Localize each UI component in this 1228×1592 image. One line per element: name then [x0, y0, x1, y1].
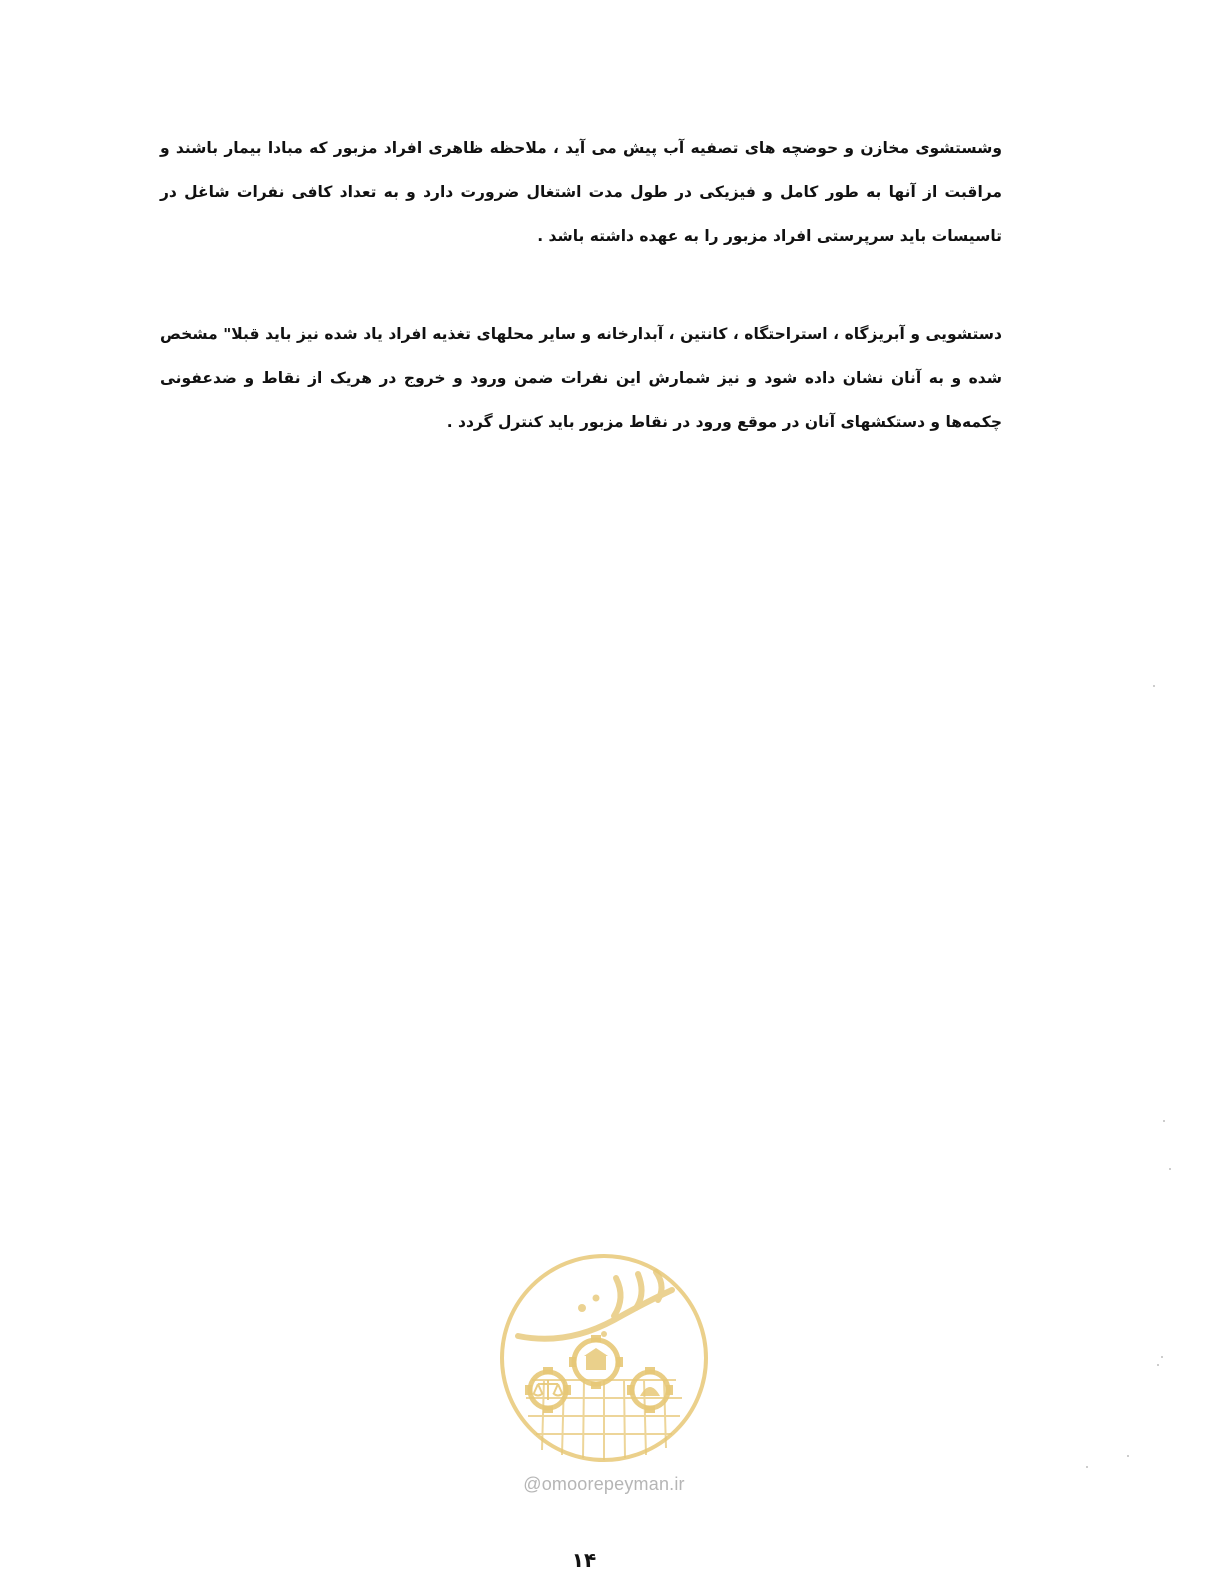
watermark-logo-icon	[496, 1250, 712, 1466]
paragraph-2: دستشویی و آبریزگاه ، استراحتگاه ، کانتین ، آبدارخانه و سایر محلهای تغذیه افراد یاد شده نیز باید قبلا" مشخص شده و به آنان نشان داده شود و نیز شمارش این نفرات ضمن ورود و خروج در هریک از نقاط و ضدعفونی چکمه‌ها و دستکشهای آنان در موقع ورود در نقاط مزبور باید کنترل گردد .	[160, 324, 1002, 431]
watermark-url: @omoorepeyman.ir	[523, 1474, 685, 1494]
paragraph-1: وشستشوی مخازن و حوضچه های تصفیه آب پیش می آید ، ملاحظه ظاهری افراد مزبور که مبادا بیمار باشند و مراقبت از آنها به طور کامل و فیزیکی در طول مدت اشتغال ضرورت دارد و به تعداد کافی نفرات شاغل در تاسیسات باید سرپرستی افراد مزبور را به عهده داشته باشد .	[160, 138, 1002, 245]
scan-speck	[1153, 685, 1155, 687]
scan-speck	[1086, 1466, 1088, 1468]
scan-speck	[1157, 1364, 1159, 1366]
page-number: ۱۴	[571, 1548, 597, 1572]
scan-speck	[1163, 1120, 1165, 1122]
scan-speck	[1161, 1356, 1163, 1358]
scan-speck	[1127, 1455, 1129, 1457]
scan-speck	[1169, 1168, 1171, 1170]
